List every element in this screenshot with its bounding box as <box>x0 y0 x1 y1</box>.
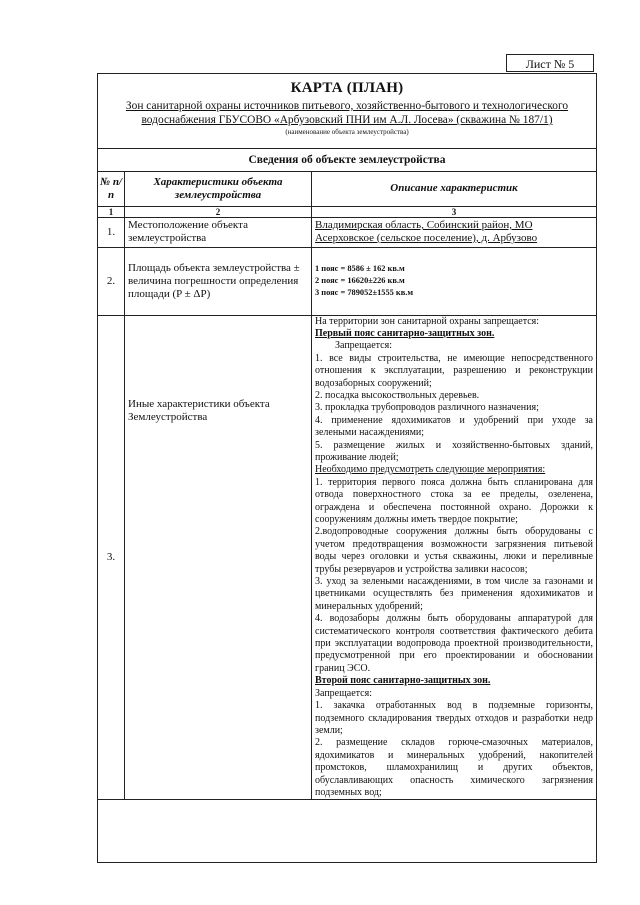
table-row <box>98 217 596 247</box>
measures-title: Необходимо предусмотреть следующие мероприятия: <box>315 464 546 476</box>
characteristics-table <box>98 172 596 800</box>
prohibited-label: Запрещается: <box>335 340 392 352</box>
row-characteristic: Площадь объекта землеустройства ± величина погрешности определения площади (P ± ΔP) <box>125 247 312 315</box>
table-header-row <box>98 172 596 206</box>
column-number: 1 <box>98 206 125 217</box>
column-number: 2 <box>125 206 312 217</box>
section-title: Сведения об объекте землеустройства <box>98 149 596 172</box>
column-numbers-row <box>98 206 596 217</box>
row-number: 3. <box>98 315 125 800</box>
area-belt-3: 3 пояс = 789052±1555 кв.м <box>315 288 414 297</box>
row-number: 1. <box>98 217 125 247</box>
column-number: 3 <box>312 206 597 217</box>
intro-text: На территории зон санитарной охраны запрещается: <box>315 315 540 327</box>
list-item: 4. водозаборы должны быть оборудованы аппаратурой для систематического контроля соответствия фактического дебита при эксплуатации водопровода проектной производительности, предусмотренной при его проектировании и обосновании границ ЭСО. <box>315 613 593 674</box>
belt1-title: Первый пояс санитарно-защитных зон. <box>315 327 495 339</box>
column-header-desc: Описание характеристик <box>312 172 597 206</box>
document-title: КАРТА (ПЛАН) <box>290 80 404 96</box>
row-description: Владимирская область, Собинский район, МО Асерховское (сельское поселение), д. Арбузово <box>312 217 597 247</box>
list-item: 1. закачка отработанных вод в подземные горизонты, подземного складирования твердых отходов и разработки недр земли; <box>315 700 593 736</box>
area-belt-2: 2 пояс = 16620±226 кв.м <box>315 276 405 285</box>
list-item: 1. все виды строительства, не имеющие непосредственного отношения к эксплуатации, разрешению и реконструкции водозаборных сооружений; <box>315 352 593 389</box>
table-row <box>98 247 596 315</box>
list-item: 3. прокладка трубопроводов различного назначения; <box>315 402 539 414</box>
document-subtitle: Зон санитарной охраны источников питьевого, хозяйственно-бытового и технологического водоснабжения ГБУСОВО «Арбузовский ПНИ им А.Л. Лосева» (скважина № 187/1) <box>125 100 569 126</box>
column-header-char: Характеристики объекта землеустройства <box>125 172 312 206</box>
row-number: 2. <box>98 247 125 315</box>
list-item: 1. территория первого пояса должна быть спланирована для отвода поверхностного стока за ее пределы, озеленена, ограждена и обеспечена постоянной охрано. Дорожки к сооружениям должны иметь твердое покрытие; <box>315 476 593 525</box>
row-characteristic <box>125 315 312 800</box>
document-frame <box>97 73 597 863</box>
list-item: 2.водопроводные сооружения должны быть оборудованы с учетом предотвращения возможности загрязнения питьевой воды через оголовки и устья скважины, люки и переливные трубы резервуаров и устройства заливки насосов; <box>315 526 593 575</box>
list-item: 4. применение ядохимикатов и удобрений при уходе за зелеными насаждениями; <box>315 414 593 439</box>
list-item: 5. размещение жилых и хозяйственно-бытовых зданий, проживание людей; <box>315 439 593 463</box>
row-characteristic-text: Иные характеристики объекта Землеустройства <box>128 397 270 423</box>
row-description <box>312 315 597 800</box>
belt2-title: Второй пояс санитарно-защитных зон. <box>315 675 491 687</box>
area-belt-1: 1 пояс = 8586 ± 162 кв.м <box>315 264 405 273</box>
sheet-number-label: Лист № 5 <box>506 54 594 72</box>
list-item: 2. посадка высокоствольных деревьев. <box>315 389 480 401</box>
row-characteristic: Местоположение объекта землеустройства <box>125 217 312 247</box>
column-header-num: № п/п <box>98 172 125 206</box>
document-header <box>98 80 596 149</box>
prohibited-label: Запрещается: <box>315 687 372 699</box>
subtitle-caption: (наименование объекта землеустройства) <box>285 128 409 136</box>
table-row <box>98 315 596 800</box>
list-item: 2. размещение складов горюче-смазочных материалов, ядохимикатов и минеральных удобрений, накопителей промстоков, шламохранилищ и других объектов, обуславливающих опасность химического загрязнения подземных вод; <box>315 737 593 798</box>
row-description <box>312 247 597 315</box>
list-item: 3. уход за зелеными насаждениями, в том числе за газонами и цветниками осуществлять без применения ядохимикатов и минеральных удобрений; <box>315 576 593 612</box>
